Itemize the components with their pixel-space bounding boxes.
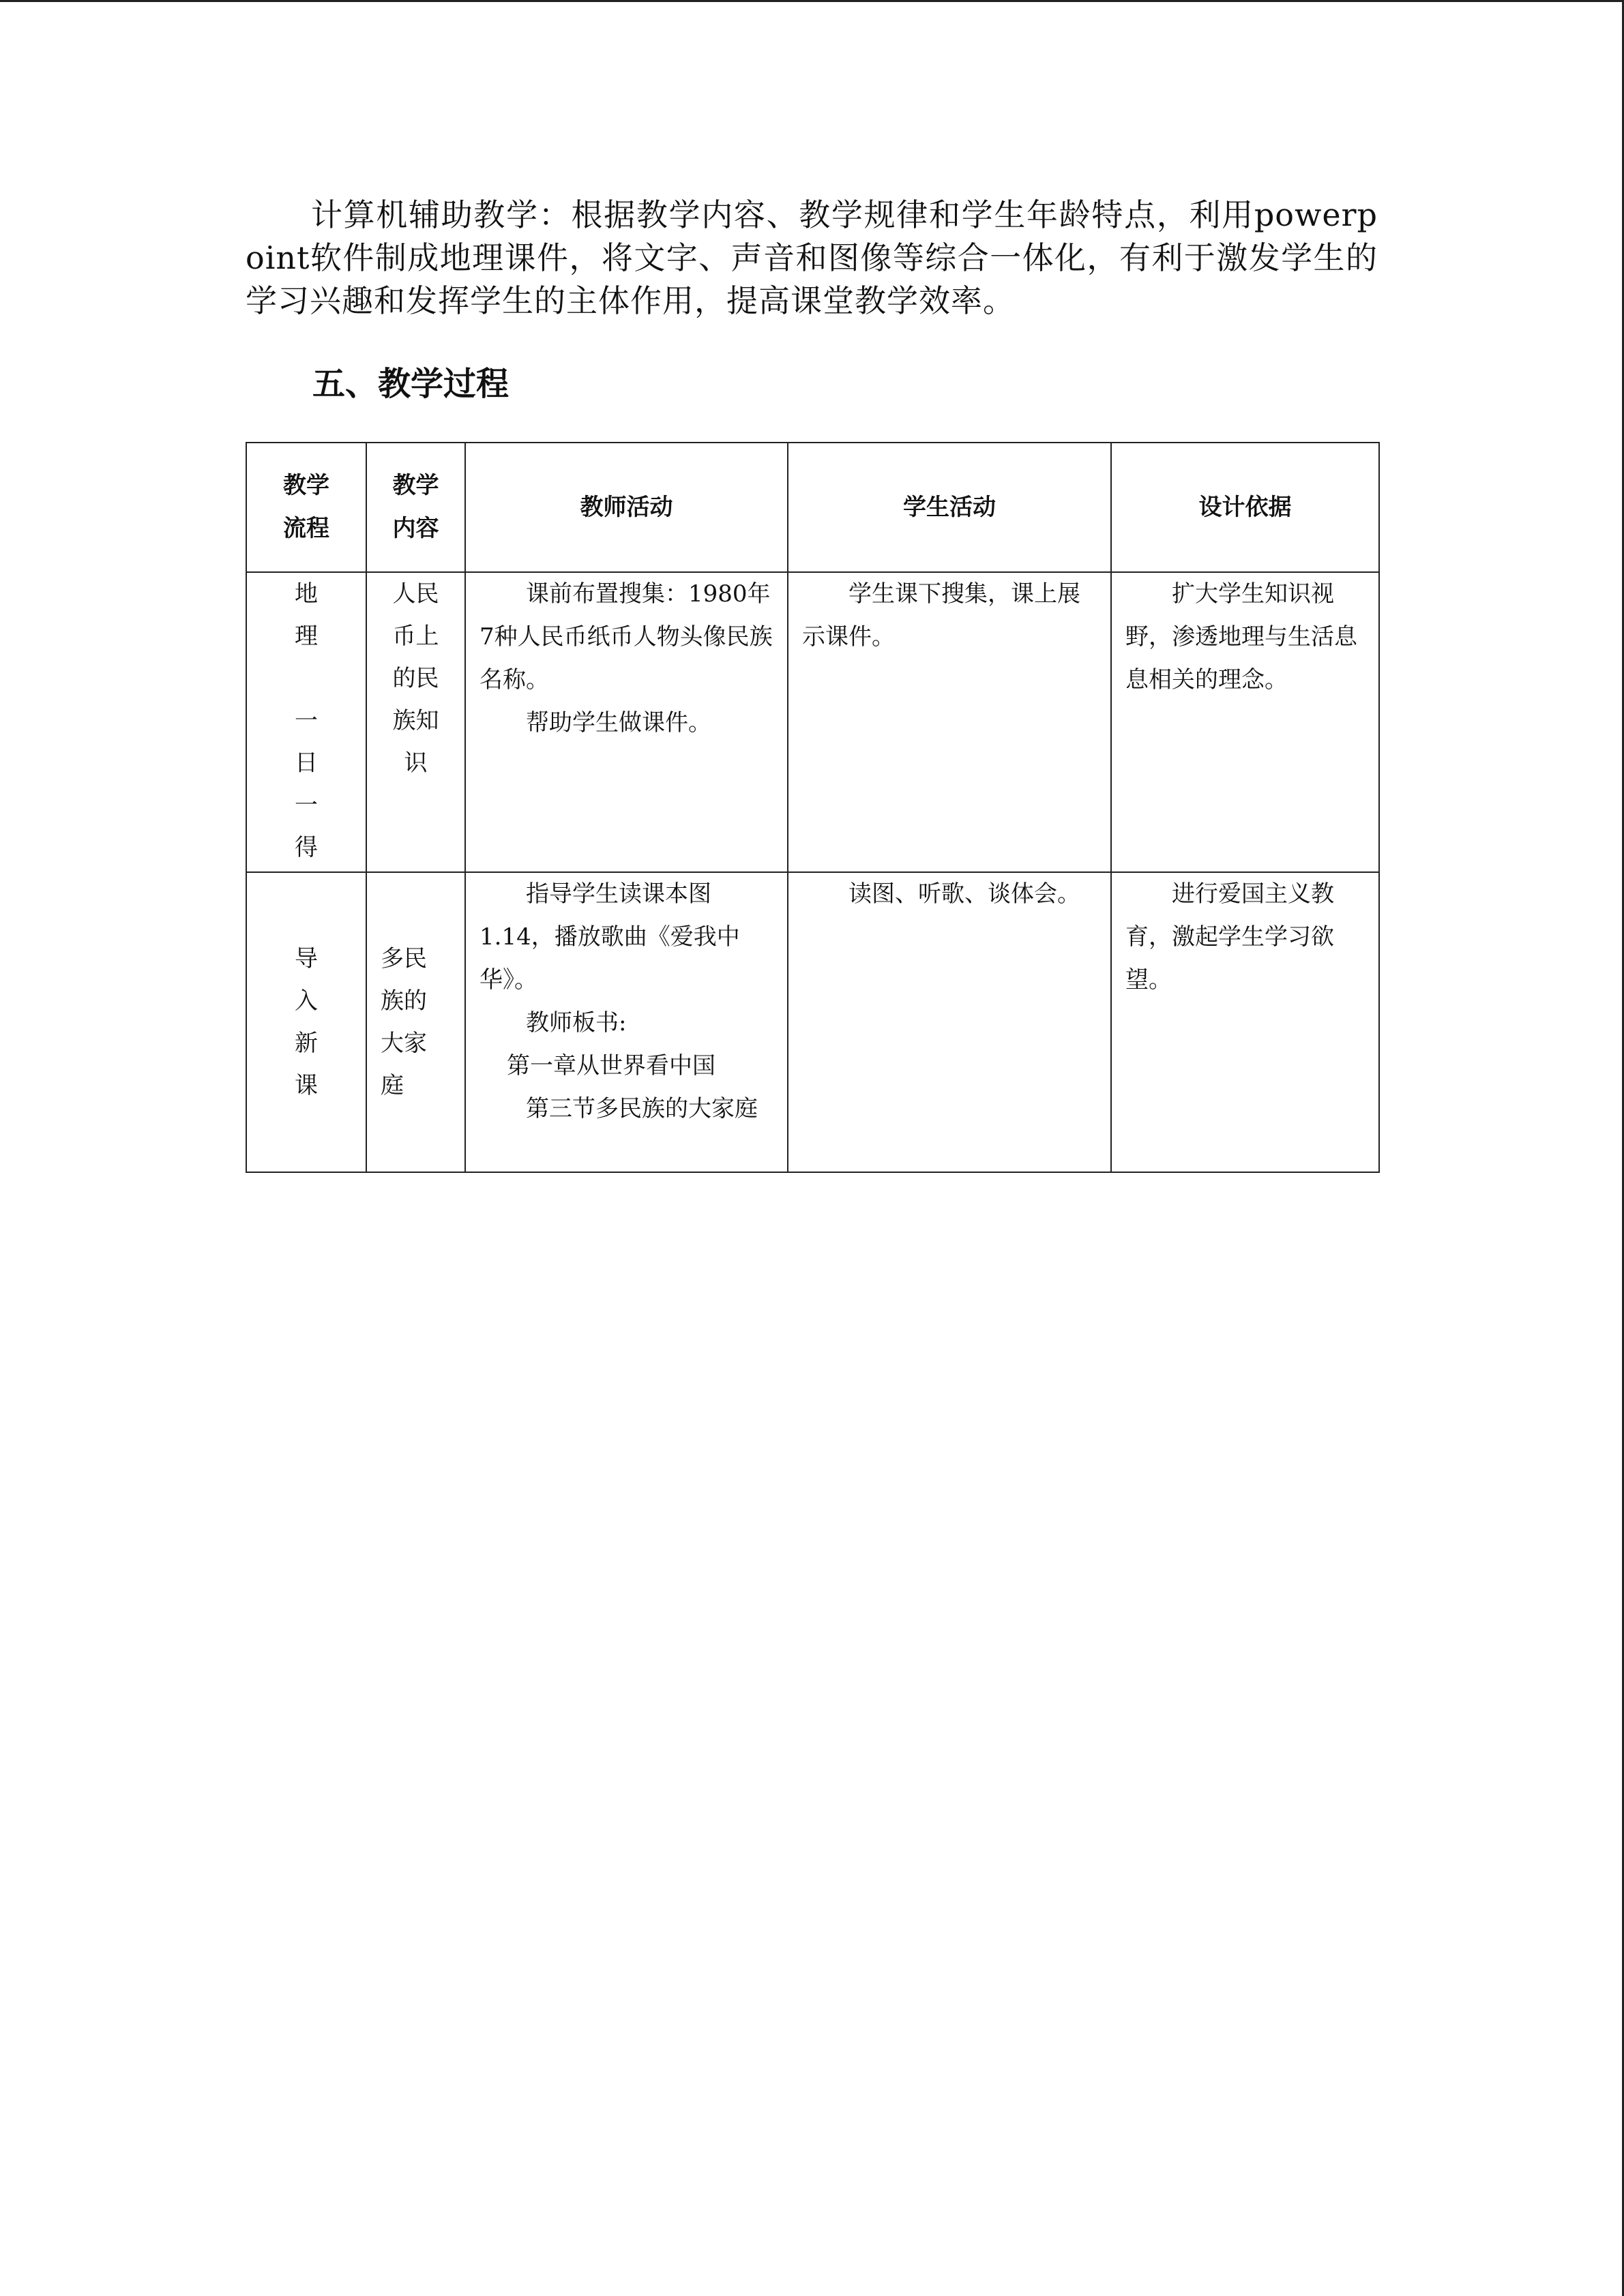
design-basis-text: 扩大学生知识视野，渗透地理与生活息息相关的理念。 [1125,580,1357,694]
header-student-activity: 学生活动 [788,443,1111,572]
student-activity-text: 学生课下搜集，课上展示课件。 [802,580,1080,651]
content-cell [366,572,465,872]
content-cell [366,872,465,1172]
header-design-basis: 设计依据 [1111,443,1379,572]
content-line: 多民 [381,945,427,972]
teacher-activity-text: 教师板书: [526,1009,627,1037]
section-heading: 五、教学过程 [312,365,510,403]
flow-cell [246,572,366,872]
content-line: 币上 [392,623,439,650]
design-basis-text: 进行爱国主义教育，激起学生学习欲望。 [1125,880,1334,994]
flow-char [261,657,352,700]
design-basis-cell [1111,572,1379,872]
content-line: 大家 [381,1030,427,1057]
header-content-line2: 内容 [392,515,439,542]
flow-char: 地 [295,580,318,608]
flow-char: 新 [295,1030,318,1057]
content-line: 族的 [381,987,427,1015]
content-line: 识 [404,749,428,777]
teacher-activity-text: 帮助学生做课件。 [526,709,711,736]
flow-char: 课 [295,1072,318,1099]
flow-char: 日 [295,749,318,777]
intro-paragraph: 计算机辅助教学：根据教学内容、教学规律和学生年龄特点，利用powerpoint软件制成地理课件，将文字、声音和图像等综合一体化，有利于激发学生的学习兴趣和发挥学生的主体作用，提高课堂教学效率。 [246,196,1378,319]
content-line: 的民 [392,665,439,692]
student-activity-text: 读图、听歌、谈体会。 [848,880,1080,908]
flow-char: 得 [295,834,318,861]
student-activity-cell [788,572,1111,872]
teacher-activity-text: 第一章从世界看中国 [507,1052,715,1079]
student-activity-cell [788,872,1111,1172]
flow-char: 导 [295,945,318,972]
header-content [366,443,465,572]
flow-char: 一 [295,707,318,734]
teacher-activity-cell [465,872,788,1172]
table-header-row [246,443,1379,572]
teacher-activity-text: 第三节多民族的大家庭 [526,1095,758,1122]
content-line: 人民 [392,580,439,608]
table-row [246,572,1379,872]
teacher-activity-cell [465,572,788,872]
flow-char: 一 [295,792,318,819]
page-top-border [0,0,1624,2]
flow-cell [246,872,366,1172]
teaching-process-table [246,442,1380,1173]
header-content-line1: 教学 [392,472,439,499]
flow-char: 入 [295,987,318,1015]
header-flow-line1: 教学 [283,472,329,499]
design-basis-cell [1111,872,1379,1172]
header-teacher-activity: 教师活动 [465,443,788,572]
table-row [246,872,1379,1172]
header-flow-line2: 流程 [283,515,329,542]
teacher-activity-text: 课前布置搜集：1980年7种人民币纸币人物头像民族名称。 [479,580,773,694]
content-line: 族知 [392,707,439,734]
flow-char: 理 [295,623,318,650]
content-line: 庭 [381,1072,404,1099]
header-flow [246,443,366,572]
teacher-activity-text: 指导学生读课本图1.14，播放歌曲《爱我中华》。 [479,880,740,994]
